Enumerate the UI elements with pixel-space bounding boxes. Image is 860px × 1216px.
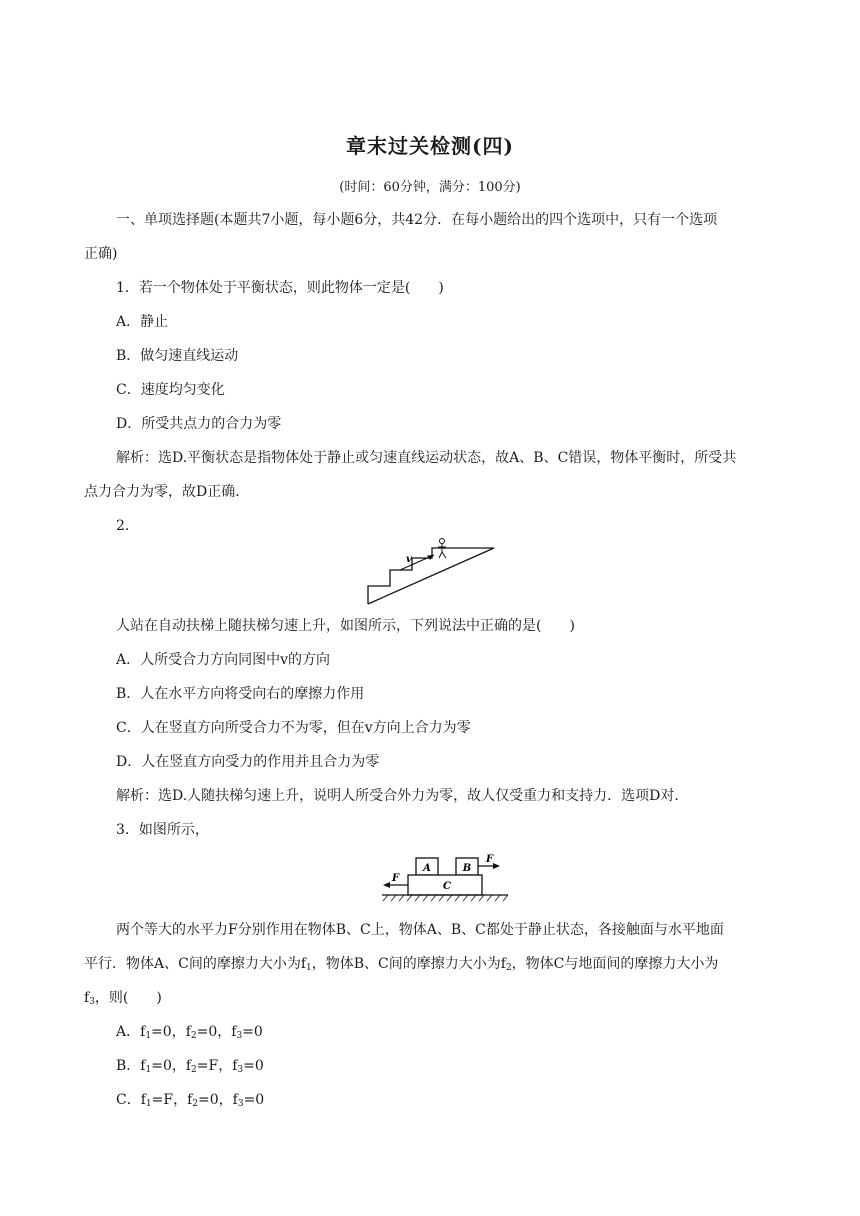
force-label-left: F	[392, 873, 400, 884]
subscript: 2	[191, 1065, 197, 1075]
subscript: 3	[237, 1065, 244, 1075]
section-intro-line1: 一、单项选择题(本题共7小题，每小题6分，共42分．在每小题给出的四个选项中，只有一个选项	[116, 212, 718, 228]
q1-stem: 1．若一个物体处于平衡状态，则此物体一定是( )	[116, 280, 444, 296]
q3-body-line2	[84, 954, 718, 974]
option-value: =0，	[198, 1092, 233, 1108]
symbol-f: f	[140, 1058, 146, 1074]
q3-option-b	[116, 1056, 264, 1076]
q3-body-line3-part2: ，则( )	[94, 990, 162, 1006]
block-b-label: B	[462, 863, 472, 874]
option-value: =0	[242, 1024, 263, 1040]
symbol-f: f	[140, 1092, 146, 1108]
subscript: 3	[236, 1031, 243, 1041]
blocks-figure	[378, 850, 514, 904]
escalator-figure	[362, 538, 498, 606]
section-intro-line2: 正确)	[84, 246, 118, 262]
page-subtitle: (时间：60分钟，满分：100分)	[339, 180, 521, 195]
option-value: =0，	[151, 1058, 186, 1074]
q1-option-d: D．所受共点力的合力为零	[116, 416, 282, 432]
q3-stem: 3．如图所示，	[116, 822, 209, 838]
subscript: 2	[190, 1031, 197, 1041]
ground-hatching	[383, 895, 508, 901]
subscript: 1	[145, 1065, 152, 1075]
q3-body-line3	[84, 988, 162, 1008]
symbol-f: f	[185, 1058, 192, 1074]
option-value: =0，	[151, 1024, 186, 1040]
q2-option-b: B．人在水平方向将受向右的摩擦力作用	[116, 686, 365, 702]
block-c-label: C	[443, 881, 451, 892]
option-prefix: A．	[116, 1024, 141, 1040]
velocity-label: v	[406, 554, 412, 565]
option-prefix: B．	[116, 1058, 141, 1074]
q2-option-d: D．人在竖直方向受力的作用并且合力为零	[116, 754, 380, 770]
q2-stem: 人站在自动扶梯上随扶梯匀速上升，如图所示，下列说法中正确的是( )	[116, 618, 575, 634]
option-value: =F，	[196, 1058, 233, 1074]
symbol-f: f	[187, 1092, 193, 1108]
option-value: =0	[243, 1092, 265, 1108]
page-title: 章末过关检测(四)	[346, 134, 514, 158]
q3-body-line2-part2: ，物体B、C间的摩擦力大小为f	[311, 956, 506, 972]
subscript: 1	[145, 1099, 152, 1109]
q1-analysis-line2: 点力合力为零，故D正确．	[84, 484, 250, 500]
subscript: 3	[89, 997, 95, 1007]
symbol-f: f	[232, 1058, 238, 1074]
subscript: 1	[306, 963, 312, 973]
q3-option-c	[116, 1090, 264, 1110]
q3-option-a	[116, 1022, 263, 1042]
option-value: =0	[243, 1058, 264, 1074]
option-prefix: C．	[116, 1092, 141, 1108]
symbol-f: f	[140, 1024, 146, 1040]
q3-body-line3-part1: f	[84, 990, 90, 1006]
q3-body-line2-part3: ，物体C与地面间的摩擦力大小为	[511, 956, 719, 972]
q2-number: 2.	[116, 518, 130, 534]
subscript: 3	[237, 1099, 244, 1109]
block-a-label: A	[423, 863, 431, 874]
symbol-f: f	[231, 1024, 237, 1040]
q1-option-a: A．静止	[116, 314, 169, 330]
option-value: =F，	[151, 1092, 188, 1108]
q1-option-c: C．速度均匀变化	[116, 382, 225, 398]
subscript: 2	[192, 1099, 199, 1109]
q1-analysis-line1: 解析：选D.平衡状态是指物体处于静止或匀速直线运动状态，故A、B、C错误，物体平衡时，所受共	[116, 450, 737, 466]
subscript: 1	[145, 1031, 152, 1041]
q2-option-c: C．人在竖直方向所受合力不为零，但在v方向上合力为零	[116, 720, 471, 736]
symbol-f: f	[232, 1092, 238, 1108]
q2-analysis: 解析：选D.人随扶梯匀速上升，说明人所受合外力为零，故人仅受重力和支持力．选项D对．	[116, 788, 689, 804]
force-label-right: F	[486, 854, 494, 865]
q1-option-b: B．做匀速直线运动	[116, 348, 239, 364]
option-value: =0，	[196, 1024, 232, 1040]
q2-option-a: A．人所受合力方向同图中v的方向	[116, 652, 331, 668]
q3-body-line1: 两个等大的水平力F分别作用在物体B、C上，物体A、B、C都处于静止状态，各接触面与水平地面	[116, 922, 724, 938]
q3-body-line2-part1: 平行．物体A、C间的摩擦力大小为f	[84, 956, 307, 972]
symbol-f: f	[185, 1024, 191, 1040]
subscript: 2	[505, 963, 512, 973]
